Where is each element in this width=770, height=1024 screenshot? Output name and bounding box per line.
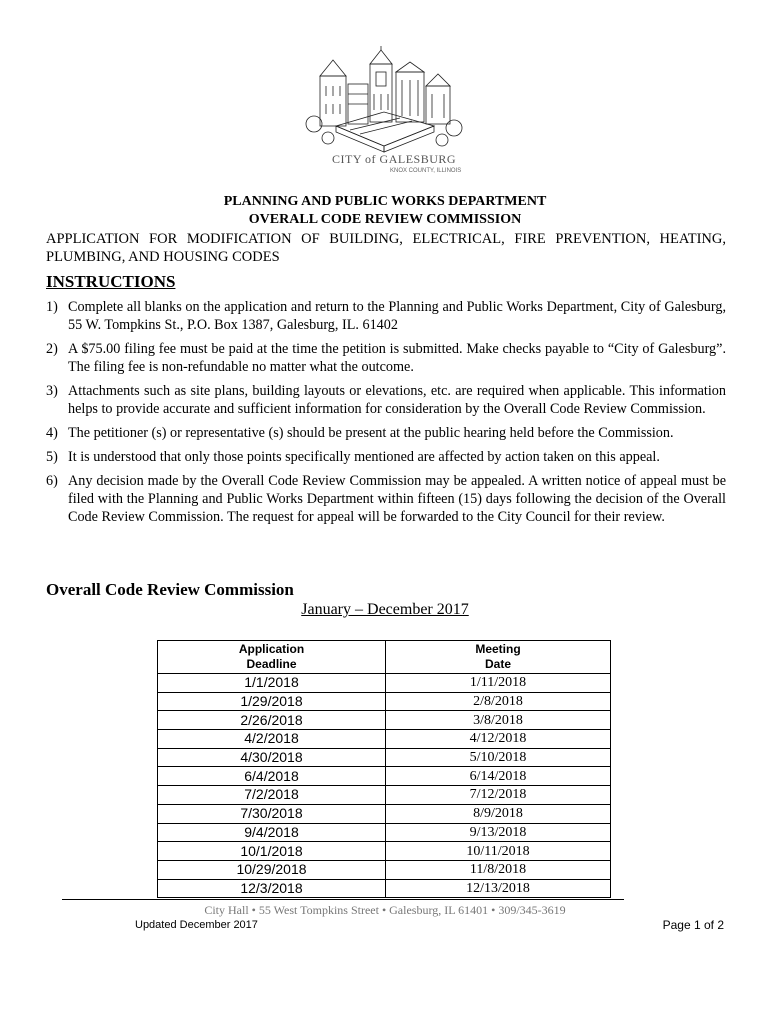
meeting-cell: 2/8/2018 <box>386 692 611 711</box>
footer-address: City Hall • 55 West Tompkins Street • Galesburg, IL 61401 • 309/345-3619 <box>204 903 566 917</box>
schedule-heading: Overall Code Review Commission <box>46 580 294 599</box>
list-item <box>46 340 726 376</box>
table-row <box>158 860 611 879</box>
list-item-text: Attachments such as site plans, building layouts or elevations, etc. are required when applicable. This information helps to provide accurate and sufficient information for consideration by the Overall Code Review Commission. <box>68 383 726 417</box>
table-row <box>158 730 611 749</box>
table-row <box>158 879 611 898</box>
list-item-number: 5) <box>46 449 58 465</box>
list-item <box>46 382 726 418</box>
footer-divider <box>62 899 624 900</box>
meeting-cell: 3/8/2018 <box>386 711 611 730</box>
deadline-cell: 10/29/2018 <box>158 860 386 879</box>
list-item-number: 6) <box>46 473 58 489</box>
meeting-cell: 6/14/2018 <box>386 767 611 786</box>
meeting-cell: 1/11/2018 <box>386 674 611 693</box>
list-item-text: Any decision made by the Overall Code Review Commission may be appealed. A written notice of appeal must be filed with the Planning and Public Works Department within fifteen (15) days following the decision of the Overall Code Review Commission. The request for appeal will be forwarded to the City Council for their review. <box>68 473 726 525</box>
page-number: Page 1 of 2 <box>662 918 724 932</box>
list-item <box>46 424 726 442</box>
instructions-heading: INSTRUCTIONS <box>46 272 176 291</box>
list-item-number: 4) <box>46 425 58 441</box>
list-item-text: Complete all blanks on the application and return to the Planning and Public Works Department, City of Galesburg, 55 W. Tompkins St., P.O. Box 1387, Galesburg, IL. 61402 <box>68 299 726 333</box>
instructions-list <box>46 298 726 532</box>
commission-heading: OVERALL CODE REVIEW COMMISSION <box>248 212 522 227</box>
table-row <box>158 823 611 842</box>
meeting-column-header: Meeting Date <box>386 641 611 674</box>
table-row <box>158 748 611 767</box>
list-item-text: It is understood that only those points specifically mentioned are affected by action taken on this appeal. <box>68 449 660 465</box>
list-item-text: The petitioner (s) or representative (s) should be present at the public hearing held before the Commission. <box>68 425 674 441</box>
deadline-cell: 12/3/2018 <box>158 879 386 898</box>
deadline-cell: 7/2/2018 <box>158 786 386 805</box>
logo-city-text: CITY of GALESBURG <box>332 152 457 166</box>
deadline-column-header: Application Deadline <box>158 641 386 674</box>
deadline-cell: 1/29/2018 <box>158 692 386 711</box>
table-header-row <box>158 641 611 674</box>
deadline-cell: 6/4/2018 <box>158 767 386 786</box>
deadline-cell: 7/30/2018 <box>158 804 386 823</box>
schedule-table <box>157 640 611 898</box>
updated-date: Updated December 2017 <box>135 919 258 931</box>
meeting-cell: 7/12/2018 <box>386 786 611 805</box>
meeting-cell: 11/8/2018 <box>386 860 611 879</box>
table-row <box>158 711 611 730</box>
list-item-number: 1) <box>46 299 58 315</box>
application-title: APPLICATION FOR MODIFICATION OF BUILDING, ELECTRICAL, FIRE PREVENTION, HEATING, PLUMBING, AND HOUSING CODES <box>46 231 726 265</box>
logo-county-text: KNOX COUNTY, ILLINOIS <box>390 168 462 174</box>
list-item-text: A $75.00 filing fee must be paid at the time the petition is submitted. Make checks payable to “City of Galesburg”. The filing fee is non-refundable no matter what the outcome. <box>68 341 726 375</box>
list-item-number: 2) <box>46 341 58 357</box>
meeting-cell: 9/13/2018 <box>386 823 611 842</box>
meeting-cell: 12/13/2018 <box>386 879 611 898</box>
deadline-cell: 2/26/2018 <box>158 711 386 730</box>
deadline-cell: 10/1/2018 <box>158 842 386 861</box>
table-row <box>158 692 611 711</box>
list-item-number: 3) <box>46 383 58 399</box>
deadline-cell: 4/2/2018 <box>158 730 386 749</box>
list-item <box>46 448 726 466</box>
schedule-period: January – December 2017 <box>301 601 469 618</box>
table-row <box>158 674 611 693</box>
meeting-cell: 8/9/2018 <box>386 804 611 823</box>
meeting-cell: 5/10/2018 <box>386 748 611 767</box>
table-row <box>158 804 611 823</box>
deadline-cell: 9/4/2018 <box>158 823 386 842</box>
department-heading: PLANNING AND PUBLIC WORKS DEPARTMENT <box>223 194 547 209</box>
table-row <box>158 767 611 786</box>
list-item <box>46 472 726 526</box>
table-row <box>158 786 611 805</box>
meeting-cell: 4/12/2018 <box>386 730 611 749</box>
table-row <box>158 842 611 861</box>
list-item <box>46 298 726 334</box>
meeting-cell: 10/11/2018 <box>386 842 611 861</box>
deadline-cell: 1/1/2018 <box>158 674 386 693</box>
deadline-cell: 4/30/2018 <box>158 748 386 767</box>
